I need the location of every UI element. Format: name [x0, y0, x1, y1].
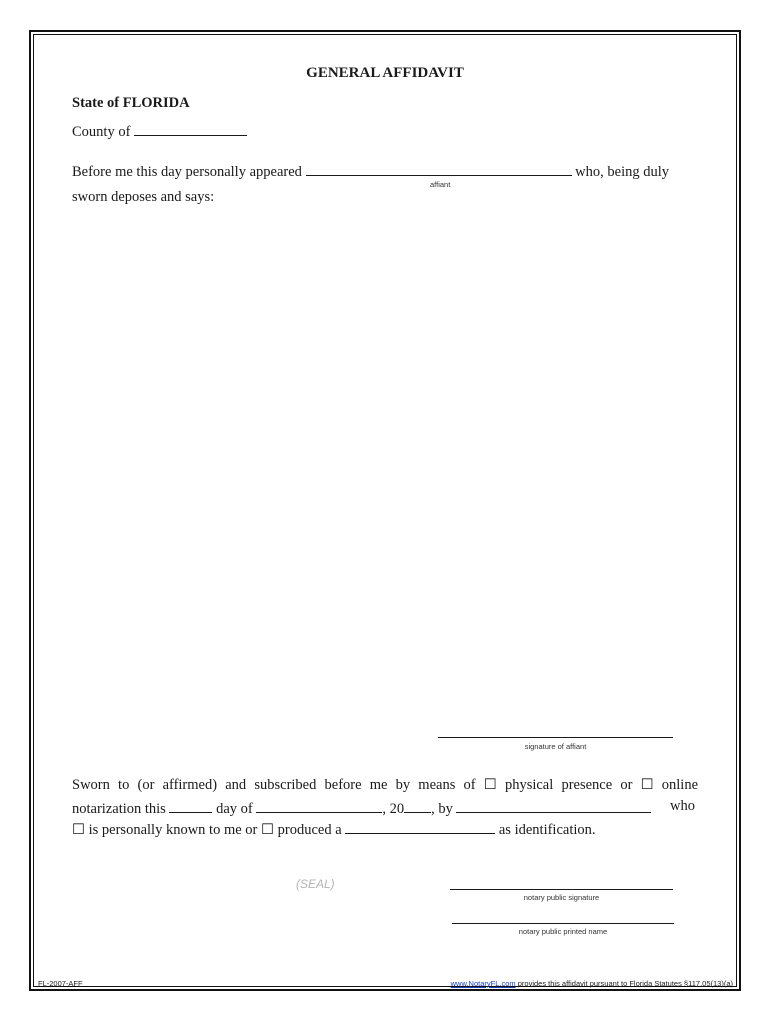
jurat-line-1: Sworn to (or affirmed) and subscribed before me by means of ☐ physical presence or ☐ online [72, 777, 698, 793]
affiant-signature-caption: signature of affiant [524, 742, 587, 751]
form-id: FL-2007-AFF [38, 979, 83, 988]
known-or-produced-text: ☐ is personally known to me or ☐ produced a [72, 822, 342, 838]
notary-printed-name-line[interactable] [452, 923, 674, 924]
comma-20-text: , 20 [382, 801, 405, 817]
affiant-name-blank[interactable] [306, 161, 572, 176]
affiant-caption: affiant [430, 180, 451, 189]
month-blank[interactable] [256, 798, 382, 813]
seal-placeholder: (SEAL) [296, 877, 335, 891]
state-line: State of FLORIDA [72, 95, 190, 111]
notarization-this-text: notarization this [72, 801, 166, 817]
by-text: , by [431, 801, 453, 817]
identification-type-blank[interactable] [345, 819, 495, 834]
county-blank[interactable] [134, 121, 247, 136]
who-text: who [670, 798, 695, 814]
jurat-line-3 [72, 819, 596, 839]
day-number-blank[interactable] [169, 798, 212, 813]
affiant-signature-line[interactable] [438, 737, 673, 738]
appearance-suffix: who, being duly [575, 164, 669, 180]
footer-note [451, 979, 733, 988]
jurat-line-2 [72, 798, 651, 818]
day-of-text: day of [216, 801, 253, 817]
year-blank[interactable] [404, 798, 431, 813]
notaryfl-link[interactable]: www.NotaryFL.com [450, 979, 516, 988]
notary-printed-name-caption: notary public printed name [518, 927, 608, 936]
sworn-deposes-line: sworn deposes and says: [72, 189, 215, 205]
county-line [72, 121, 247, 141]
footer-statute-text: provides this affidavit pursuant to Florida Statutes §117.05(13)(a) [517, 979, 733, 988]
county-label: County of [72, 124, 131, 140]
appearance-line [72, 161, 669, 181]
notary-signature-line[interactable] [450, 889, 673, 890]
notary-signature-caption: notary public signature [523, 893, 600, 902]
signer-name-blank[interactable] [456, 798, 651, 813]
appearance-prefix: Before me this day personally appeared [72, 164, 302, 180]
as-identification-text: as identification. [498, 822, 596, 838]
document-title: GENERAL AFFIDAVIT [306, 65, 464, 81]
